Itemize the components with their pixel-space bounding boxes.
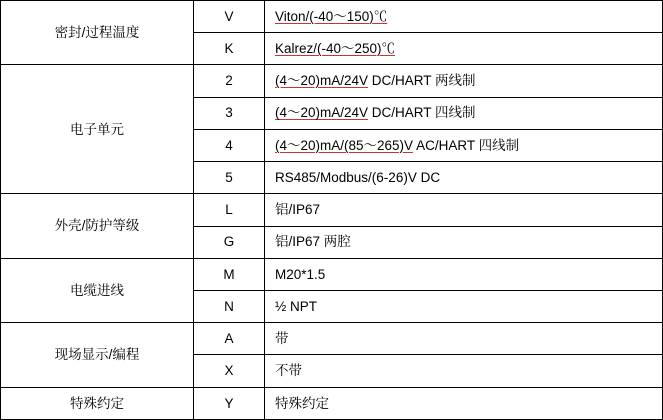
code-cell: N xyxy=(194,290,265,322)
code-cell: 5 xyxy=(194,162,265,194)
table-row xyxy=(1,323,663,355)
code-cell: 3 xyxy=(194,97,265,129)
table-row xyxy=(1,387,663,419)
code-cell: L xyxy=(194,194,265,226)
table-body xyxy=(1,1,663,420)
description-cell: 铝/IP67 两腔 xyxy=(265,226,663,258)
description-cell: (4～20)mA/24V DC/HART 四线制 xyxy=(265,97,663,129)
code-cell: G xyxy=(194,226,265,258)
description-cell: ½ NPT xyxy=(265,290,663,322)
description-cell xyxy=(265,1,663,33)
table-row xyxy=(1,65,663,97)
code-cell: 2 xyxy=(194,65,265,97)
table-row xyxy=(1,258,663,290)
category-cell: 特殊约定 xyxy=(1,387,194,419)
underlined-text: Kalrez/(-40～250)℃ xyxy=(275,41,396,57)
underlined-text: (4～20)mA/24V xyxy=(275,105,369,121)
description-cell: (4～20)mA/(85～265)V AC/HART 四线制 xyxy=(265,129,663,161)
underlined-text: Viton/(-40～150)℃ xyxy=(275,8,388,24)
description-cell: RS485/Modbus/(6-26)V DC xyxy=(265,162,663,194)
description-cell: (4～20)mA/24V DC/HART 两线制 xyxy=(265,65,663,97)
code-cell: A xyxy=(194,323,265,355)
code-cell: V xyxy=(194,1,265,33)
description-cell: 铝/IP67 xyxy=(265,194,663,226)
category-cell: 电子单元 xyxy=(1,65,194,194)
code-cell: Y xyxy=(194,387,265,419)
description-cell: M20*1.5 xyxy=(265,258,663,290)
category-cell: 外壳/防护等级 xyxy=(1,194,194,258)
code-cell: K xyxy=(194,33,265,65)
description-cell: 特殊约定 xyxy=(265,387,663,419)
code-cell: M xyxy=(194,258,265,290)
table-row xyxy=(1,1,663,33)
description-cell: 不带 xyxy=(265,355,663,387)
code-cell: 4 xyxy=(194,129,265,161)
code-cell: X xyxy=(194,355,265,387)
underlined-text: (4～20)mA/24V xyxy=(275,73,369,89)
description-cell: 带 xyxy=(265,323,663,355)
category-cell: 电缆进线 xyxy=(1,258,194,322)
table-row xyxy=(1,194,663,226)
category-cell: 现场显示/编程 xyxy=(1,323,194,387)
category-cell: 密封/过程温度 xyxy=(1,1,194,65)
description-cell xyxy=(265,33,663,65)
underlined-text: (4～20)mA/(85～265)V xyxy=(275,137,414,153)
